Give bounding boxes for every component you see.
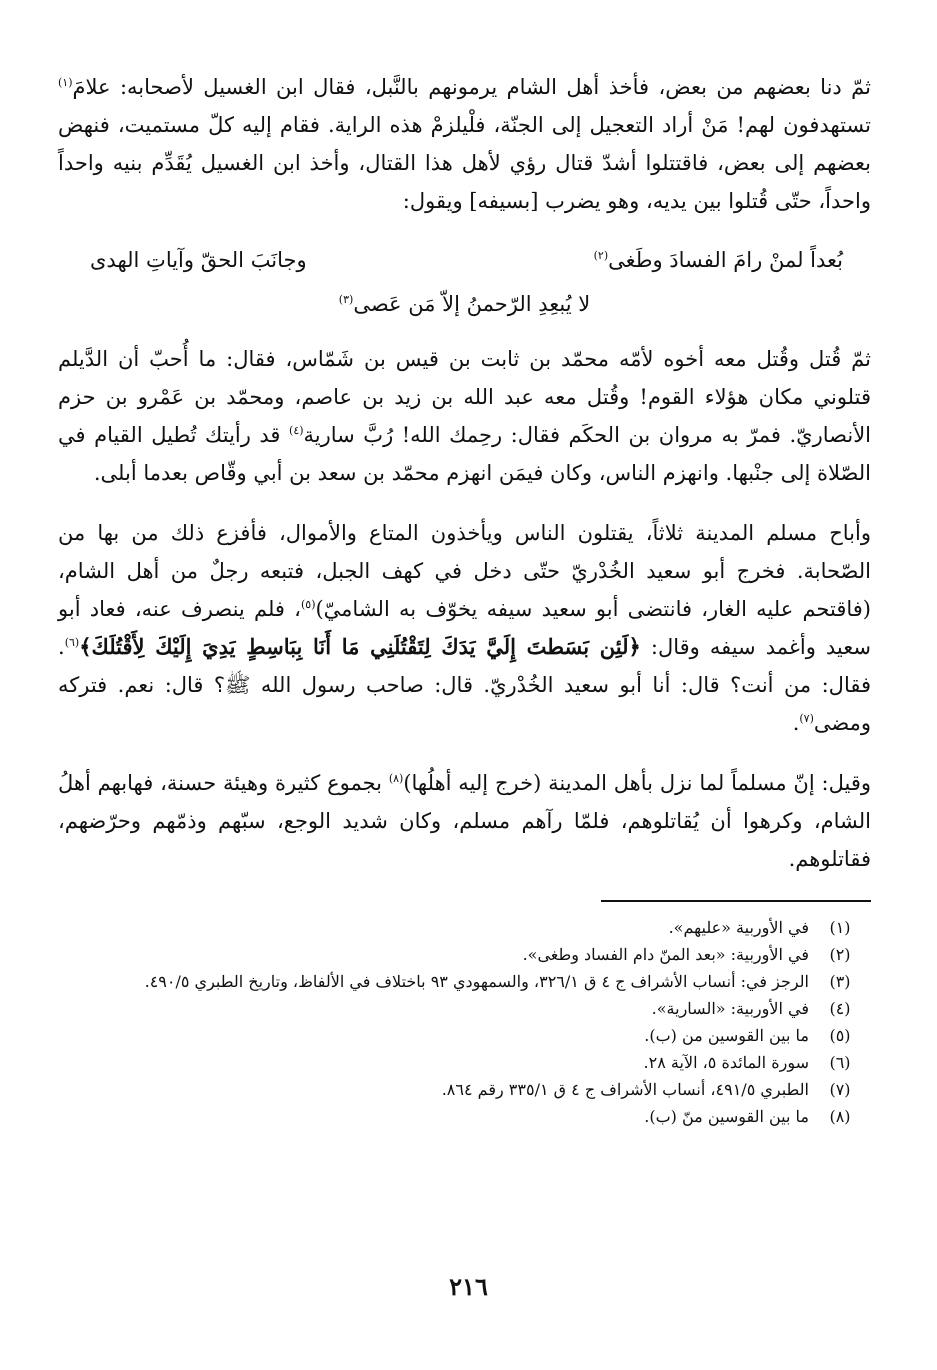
footnote-number: (٣)	[829, 972, 851, 991]
footnote-text: سورة المائدة ٥، الآية ٢٨.	[643, 1053, 809, 1072]
verse-hemistich-left: وجانَبَ الحقّ وآياتِ الهدى	[90, 248, 307, 272]
footnote-text: ما بين القوسين منّ (ب).	[644, 1107, 809, 1126]
paragraph-2	[58, 340, 871, 492]
footnote-mark-2: (٢)	[593, 249, 609, 262]
paragraph-2-text-a: ثمّ قُتل وقُتل معه أخوه لأمّه محمّد بن ثابت بن قيس بن شَمّاس، فقال: ما أُحبّ أن الدَّيلم قتلوني مكان هؤلاء القوم! وقُتل معه عبد الله بن زيد بن عاصم، ومحمّد بن عَمْرو بن حزم الأنصاريّ. فمرّ به مروان بن الحكَم فقال: رحِمك الله! رُبَّ سارية	[58, 347, 872, 447]
paragraph-1-text-a: ثمّ دنا بعضهم من بعض، فأخذ أهل الشام يرمونهم بالنَّبل، فقال ابن الغسيل لأصحابه: علامَ	[72, 75, 871, 99]
footnote-text: في الأوربية: «بعد المنّ دام الفساد وطغى».	[522, 945, 809, 964]
footnote-text: الرجز في: أنساب الأشراف ج ٤ ق ٣٢٦/١، والسمهودي ٩٣ باختلاف في الألفاظ، وتاريخ الطبري ٤٩٠/٥.	[144, 972, 809, 991]
footnote-text: ما بين القوسين من (ب).	[644, 1026, 809, 1045]
paragraph-1-text-b: تستهدفون لهم! مَنْ أراد التعجيل إلى الجنّة، فلْيلزمْ هذه الراية. فقام إليه كلّ مستميت، فنهض بعضهم إلى بعض، فاقتتلوا أشدّ قتال رؤي لأهل هذا القتال، وأخذ ابن الغسيل يُقَدِّم بنيه واحداً واحداً، حتّى قُتلوا بين يديه، وهو يضرب [بسيفه] ويقول:	[58, 113, 871, 213]
footnote-mark-3: (٣)	[338, 293, 354, 306]
footnote-number: (٥)	[829, 1026, 851, 1045]
footnote-mark-8: (٨)	[388, 772, 404, 785]
paragraph-3-text-c: . فقال: من أنت؟ قال: أنا أبو سعيد الخُدْريّ. قال: صاحب رسول الله ﷺ؟ قال: نعم. فتركه ومضى	[58, 635, 871, 735]
footnote-mark-6: (٦)	[64, 636, 80, 649]
footnotes-list	[58, 914, 871, 1130]
paragraph-3-text-d: .	[792, 711, 800, 735]
footnote-number: (٦)	[829, 1053, 851, 1072]
footnote-item	[58, 1076, 871, 1103]
verse-hemistich-center	[339, 282, 590, 326]
paragraph-3	[58, 514, 871, 742]
footnote-number: (٢)	[829, 945, 851, 964]
verse-line-1	[58, 238, 871, 282]
verse-hemistich-right-text: بُعداً لمنْ رامَ الفسادَ وطَغى	[608, 248, 843, 272]
footnote-number: (٨)	[829, 1107, 851, 1126]
footnote-item	[58, 1103, 871, 1130]
footnote-item	[58, 941, 871, 968]
verse-hemistich-right	[594, 238, 843, 282]
footnote-text: في الأوربية: «السارية».	[651, 999, 809, 1018]
footnote-mark-7: (٧)	[799, 712, 814, 725]
footnote-text: الطبري ٤٩١/٥، أنساب الأشراف ج ٤ ق ٣٣٥/١ رقم ٨٦٤.	[441, 1080, 809, 1099]
footnote-mark-1: (١)	[58, 76, 73, 89]
verse-hemistich-center-text: لا يُبعِدِ الرّحمنُ إلاّ مَن عَصى	[353, 292, 591, 316]
verse-line-2	[58, 282, 871, 326]
paragraph-4-text-a: وقيل: إنّ مسلماً لما نزل بأهل المدينة (خرج إليه أهلُها)	[403, 771, 871, 795]
paragraph-1	[58, 68, 871, 220]
footnote-item	[58, 1049, 871, 1076]
footnote-number: (١)	[829, 918, 851, 937]
footnote-mark-4: (٤)	[289, 424, 304, 437]
quran-verse: ﴿لَئِن بَسَطتَ إِلَيَّ يَدَكَ لِتَقْتُلَنِي مَا أَنَا بِبَاسِطٍ يَدِيَ إِلَيْكَ لِأَقْتُلَكَ﴾	[79, 634, 641, 659]
footnote-number: (٤)	[829, 999, 851, 1018]
paragraph-4	[58, 764, 871, 878]
footnotes-divider	[601, 900, 871, 902]
paragraph-2-text-b: قد رأيتك تُطيل القيام في الصّلاة إلى جنْبها. وانهزم الناس، وكان فيمَن انهزم محمّد بن سعد بن أبي وقّاص بعدما أبلى.	[58, 423, 871, 485]
paragraph-3-text-b: ، فلم ينصرف عنه، فعاد أبو سعيد وأغمد سيفه وقال:	[58, 597, 871, 659]
paragraph-4-text-b: بجموع كثيرة وهيئة حسنة، فهابهم أهلُ الشام، وكرهوا أن يُقاتلوهم، فلمّا رآهم مسلم، وكان شديد الوجع، سبّهم وذمّهم وحرّضهم، فقاتلوهم.	[58, 771, 871, 871]
footnote-item	[58, 968, 871, 995]
footnote-item	[58, 1022, 871, 1049]
footnote-number: (٧)	[829, 1080, 851, 1099]
page-number: ٢١٦	[449, 1272, 488, 1301]
verse-block	[58, 238, 871, 326]
footnote-item	[58, 914, 871, 941]
footnote-mark-5: (٥)	[300, 598, 316, 611]
footnote-text: في الأوربية «عليهم».	[668, 918, 809, 937]
footnote-item	[58, 995, 871, 1022]
paragraph-3-text-a: وأباح مسلم المدينة ثلاثاً، يقتلون الناس ويأخذون المتاع والأموال، فأفزع ذلك من بها من الصّحابة. فخرج أبو سعيد الخُدْريّ حتّى دخل في كهف الجبل، فتبعه رجلٌ من أهل الشام، (فاقتحم عليه الغار، فانتضى أبو سعيد سيفه يخوّف به الشاميّ)	[58, 521, 871, 621]
